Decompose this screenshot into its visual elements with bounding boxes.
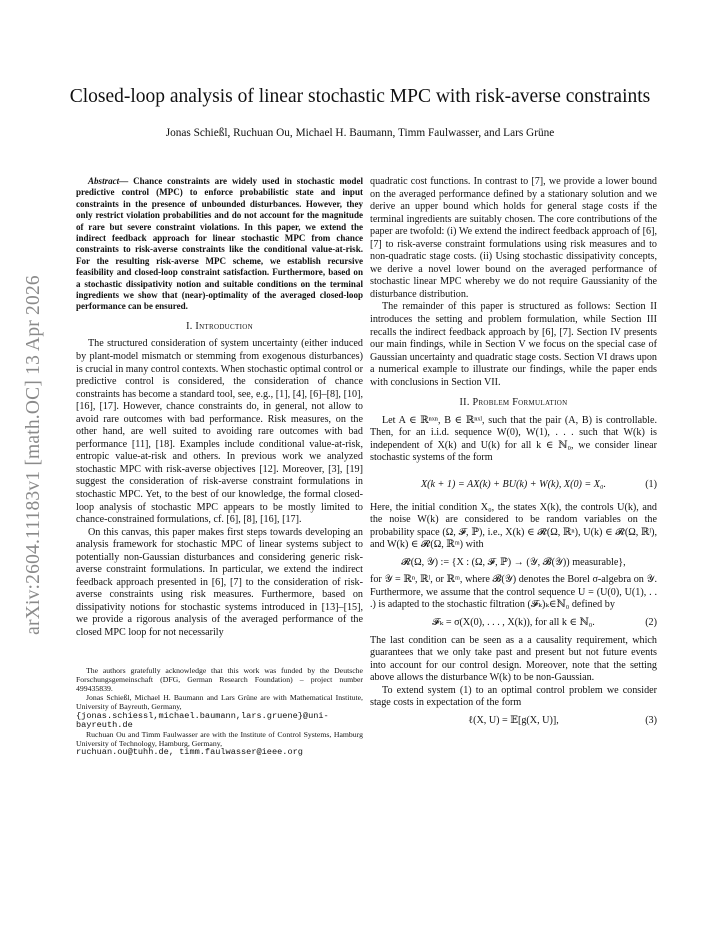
- equation-2-number: (2): [645, 616, 657, 628]
- section-heading-introduction: I. Introduction: [186, 320, 253, 332]
- equation-3: [370, 715, 657, 728]
- equation-2: [370, 617, 657, 630]
- setting-paragraph: Let A ∈ ℝⁿˣⁿ, B ∈ ℝⁿˣˡ, such that the pair (A, B) is controllable. Then, for an i.i.d. sequence W(0), W(1), . . . such that W(k) is independent of X(k) and U(k) for all k ∈ ℕ₀, we consider linear stochastic systems of the form: [370, 414, 657, 464]
- equation-1: [370, 479, 657, 492]
- abstract-text: — Chance constraints are widely used in stochastic model predictive control (MPC) to enforce probabilistic state and input constraints in the presence of unbounded disturbances. However, they only restrict violation probabilities and do not account for the magnitude of rare but severe constraint violations. In this paper, we extend the indirect feedback approach for linear stochastic MPC from chance constraints to risk-averse constraints like the conditional value-at-risk. For the resulting risk-averse MPC scheme, we establish recursive feasibility and closed-loop constraint satisfaction. Furthermore, based on a stochastic dissipativity notion and suitable conditions on the terminal ingredients we show that (near)-optimality of the averaged closed-loop performance can be ensured.: [76, 176, 363, 312]
- footnote-bayreuth: Jonas Schießl, Michael H. Baumann and Lars Grüne are with Mathematical Institute, University of Bayreuth, Germany,: [76, 693, 363, 712]
- stage-cost-paragraph: To extend system (1) to an optimal control problem we consider stage costs in expectation of the form: [370, 684, 657, 709]
- footnote-funding: The authors gratefully acknowledge that this work was funded by the Deutsche Forschungsgemeinschaft (DFG, German Research Foundation) – project number 499435839.: [76, 665, 363, 693]
- equation-2-body: 𝓕ₖ = σ(X(0), . . . , X(k)), for all k ∈ ℕ₀.: [432, 616, 595, 628]
- footnote-bayreuth-emails: {jonas.schiessl,michael.baumann,lars.gruene}@uni-bayreuth.de: [76, 710, 329, 730]
- contributions-paragraph: quadratic cost functions. In contrast to [7], we provide a lower bound on the averaged performance defined by a stationary solution and we derive an upper bound which holds for general stage costs if the terminal ingredients are suitably chosen. The core contributions of the paper are twofold: (i) We extend the indirect feedback approach of [6], [7] to risk-averse constraint formulations using risk measures and to non-quadratic stage costs. (ii) Using stochastic dissipativity concepts, we derive a novel lower bound on the averaged performance of stochastic linear MPC whereby we do not require Gaussianity of the disturbance distribution.: [370, 176, 657, 300]
- filtration-paragraph: for 𝒴 = ℝⁿ, ℝˡ, or ℝᵐ, where 𝓑(𝒴) denotes the Borel σ-algebra on 𝒴. Furthermore, we assume that the control sequence U = (U(0), U(1), . . .) is adapted to the stochastic filtration (𝓕ₖ)ₖ∈ℕ₀ defined by: [370, 574, 657, 611]
- random-variables-paragraph: Here, the initial condition X₀, the states X(k), the controls U(k), and the noise W(k) are considered to be random variables on the probability space (Ω, 𝓕, ℙ), i.e., X(k) ∈ 𝓡(Ω, ℝⁿ), U(k) ∈ 𝓡(Ω, ℝˡ), and W(k) ∈ 𝓡(Ω, ℝᵐ) with: [370, 501, 657, 551]
- equation-3-number: (3): [645, 714, 657, 726]
- equation-1-number: (1): [645, 479, 657, 491]
- equation-measurable-set: [370, 557, 657, 570]
- equation-3-body: ℓ(X, U) = 𝔼[g(X, U)],: [468, 714, 559, 726]
- abstract: [76, 176, 363, 313]
- equation-measurable-body: 𝓡(Ω, 𝒴) := {X : (Ω, 𝓕, ℙ) → (𝒴, 𝓑(𝒴)) measurable},: [401, 556, 626, 568]
- causality-paragraph: The last condition can be seen as a a causality requirement, which guarantees that we only take past and present but not future events into account for our control design. Moreover, note that the setting above allows the disturbance W(k) to be non-Gaussian.: [370, 634, 657, 684]
- intro-paragraph-2: On this canvas, this paper makes first steps towards developing an analysis framework for stochastic MPC of linear systems subject to potentially non-Gaussian disturbances and considering generic risk-averse constraint formulations. In particular, we extend the indirect feedback approach presented in [6], [7] to the consideration of risk-averse constraints using risk measures. Furthermore, based on dissipativity notions for stochastic systems introduced in [13]–[15], we provide a rigorous analysis of the averaged performance of the closed MPC loop for not necessarily: [76, 526, 363, 638]
- abstract-label: Abstract: [88, 176, 120, 186]
- left-column: [76, 176, 363, 758]
- outline-paragraph: The remainder of this paper is structured as follows: Section II introduces the setting and problem formulation, while Section III recalls the indirect feedback approach by [6], [7]. Section IV presents our main findings, while in Section V we focus on the special case of Gaussian uncertainty and quadratic stage costs. Section VI draws upon a numerical example to illustrate our findings, while the paper ends with conclusions in Section VII.: [370, 301, 657, 388]
- author-list: Jonas Schießl, Ruchuan Ou, Michael H. Baumann, Timm Faulwasser, and Lars Grüne: [165, 127, 555, 139]
- arxiv-identifier: arXiv:2604.11183v1 [math.OC] 13 Apr 2026: [23, 275, 44, 635]
- paper-title: Closed-loop analysis of linear stochastic MPC with risk-averse constraints: [69, 86, 651, 107]
- section-heading-problem-formulation: II. Problem Formulation: [459, 397, 568, 409]
- equation-1-body: X(k + 1) = AX(k) + BU(k) + W(k), X(0) = X₀.: [420, 479, 607, 491]
- arxiv-sidebar: [14, 230, 54, 680]
- footnotes: [76, 666, 363, 758]
- footnote-hamburg: Ruchuan Ou and Timm Faulwasser are with the Institute of Control Systems, Hamburg University of Technology, Hamburg, Germany,: [76, 729, 363, 749]
- footnote-hamburg-emails: ruchuan.ou@tuhh.de, timm.faulwasser@ieee.org: [76, 747, 303, 758]
- right-column: [370, 176, 657, 732]
- intro-paragraph-1: The structured consideration of system uncertainty (either induced by plant-model mismatch or stemming from exogenous disturbances) is crucial in many control contexts. When stochastic optimal control or predictive control is considered, the consideration of chance constraints has become a standard tool, see, e.g., [1], [4], [6]–[8], [10], [16], [17]. However, chance constraints do, in general, not allow to avoid rare outcomes with bad performance. Risk measures, on the other hand, are well suited to avoiding rare outcomes with bad performance [11], [18]. Examples include conditional value-at-risk, entropic value-at-risk and others. In previous work we analyzed stochastic MPC with risk-averse objectives [12]. Moreover, [3], [19] suggest the consideration of risk-averse constraint formulations in stochastic MPC. Yet, to the best of our knowledge, the formal closed-loop analysis of stochastic MPC appears to be mostly limited to chance-constrained formulations, cf. [6], [8], [16], [17].: [76, 338, 363, 526]
